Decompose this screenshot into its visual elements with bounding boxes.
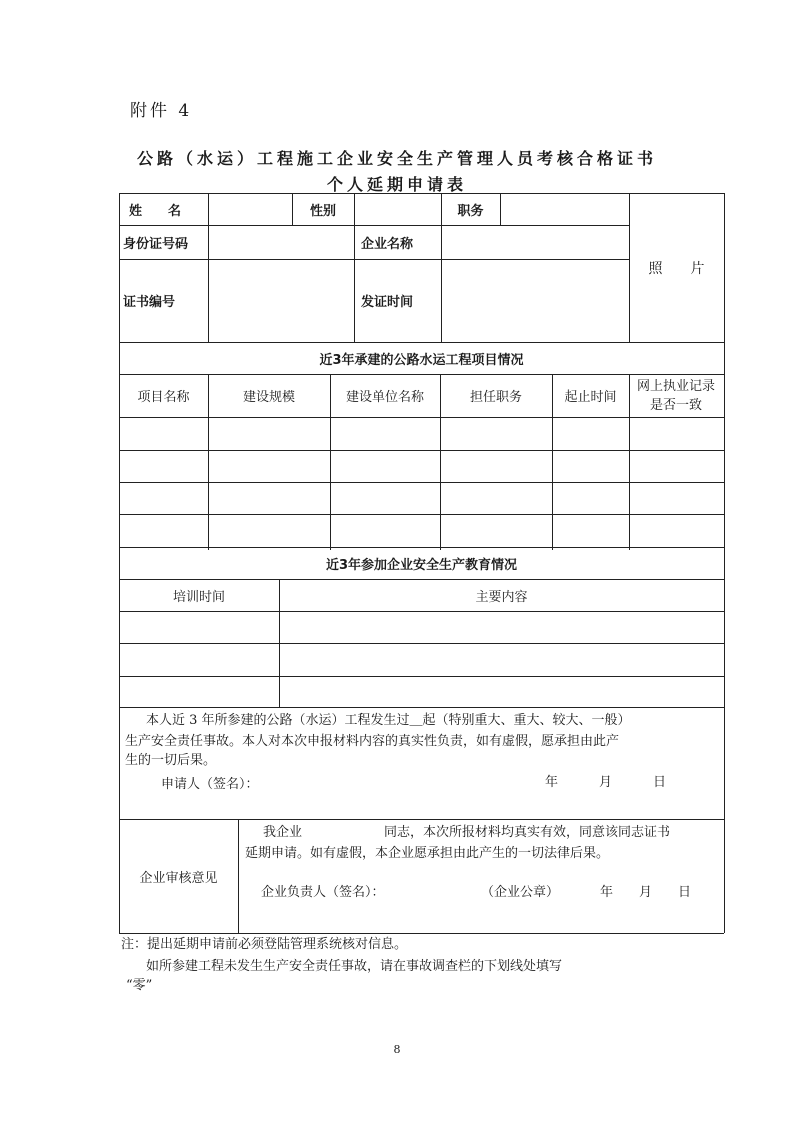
- review-line1-b: 同志，本次所报材料均真实有效，同意该同志证书: [384, 825, 671, 840]
- form-title-line2: 个人延期申请表: [326, 175, 467, 194]
- col-period: 起止时间: [564, 390, 617, 405]
- col-role: 担任职务: [469, 390, 522, 405]
- col-builder-unit: 建设单位名称: [345, 390, 424, 405]
- declaration-day: 日: [653, 775, 667, 790]
- id-number-field[interactable]: [209, 226, 353, 258]
- gender-field[interactable]: [355, 194, 440, 224]
- certificate-number-label: 证书编号: [123, 295, 176, 310]
- declaration-line1: 本人近 3 年所参建的公路（水运）工程发生过＿起（特别重大、重大、较大、一般）: [146, 713, 631, 728]
- form-title-line1: 公路（水运）工程施工企业安全生产管理人员考核合格证书: [136, 149, 657, 168]
- photo-box: 照 片: [648, 260, 705, 277]
- name-field[interactable]: [209, 194, 291, 224]
- company-seal-label: （企业公章）: [481, 885, 560, 900]
- review-line1-a: 我企业: [263, 825, 303, 840]
- issue-date-field[interactable]: [442, 260, 628, 341]
- review-line2: 延期申请。如有虚假，本企业愿承担由此产生的一切法律后果。: [245, 846, 610, 861]
- note-line2: 如所参建工程未发生生产安全责任事故，请在事故调查栏的下划线处填写: [146, 959, 563, 974]
- projects-heading: 近3年承建的公路水运工程项目情况: [319, 352, 524, 368]
- col-training-time: 培训时间: [172, 589, 225, 605]
- declaration-line3: 生的一切后果。: [125, 753, 217, 768]
- page-number: 8: [393, 1043, 401, 1056]
- col-construction-scale: 建设规模: [242, 390, 295, 405]
- gender-label: 性别: [309, 203, 336, 219]
- note-line1: 注：提出延期申请前必须登陆管理系统核对信息。: [121, 937, 408, 952]
- declaration-month: 月: [599, 775, 613, 790]
- declaration-line2: 生产安全责任事故。本人对本次申报材料内容的真实性负责，如有虚假，愿承担由此产: [125, 734, 620, 749]
- company-review-label: 企业审核意见: [139, 870, 218, 886]
- training-heading: 近3年参加企业安全生产教育情况: [325, 557, 518, 573]
- attachment-label: 附件 4: [130, 101, 193, 121]
- certificate-number-field[interactable]: [209, 260, 353, 341]
- col-online-record: 网上执业记录是否一致: [636, 378, 715, 413]
- col-project-name: 项目名称: [137, 390, 190, 405]
- company-name-label: 企业名称: [361, 236, 414, 252]
- declaration-year: 年: [545, 775, 559, 790]
- position-label: 职务: [457, 203, 484, 219]
- applicant-signature-label: 申请人（签名）：: [161, 777, 259, 792]
- review-day: 日: [678, 885, 692, 900]
- application-form-table: [119, 193, 724, 933]
- company-head-signature-label: 企业负责人（签名）：: [261, 885, 385, 900]
- company-name-field[interactable]: [442, 226, 628, 258]
- issue-date-label: 发证时间: [361, 295, 414, 310]
- col-main-content: 主要内容: [475, 589, 528, 605]
- name-label: 姓 名: [129, 203, 182, 219]
- note-line3: “零”: [126, 978, 153, 993]
- id-number-label: 身份证号码: [123, 236, 189, 252]
- review-year: 年: [600, 885, 614, 900]
- review-month: 月: [639, 885, 653, 900]
- position-field[interactable]: [501, 194, 628, 224]
